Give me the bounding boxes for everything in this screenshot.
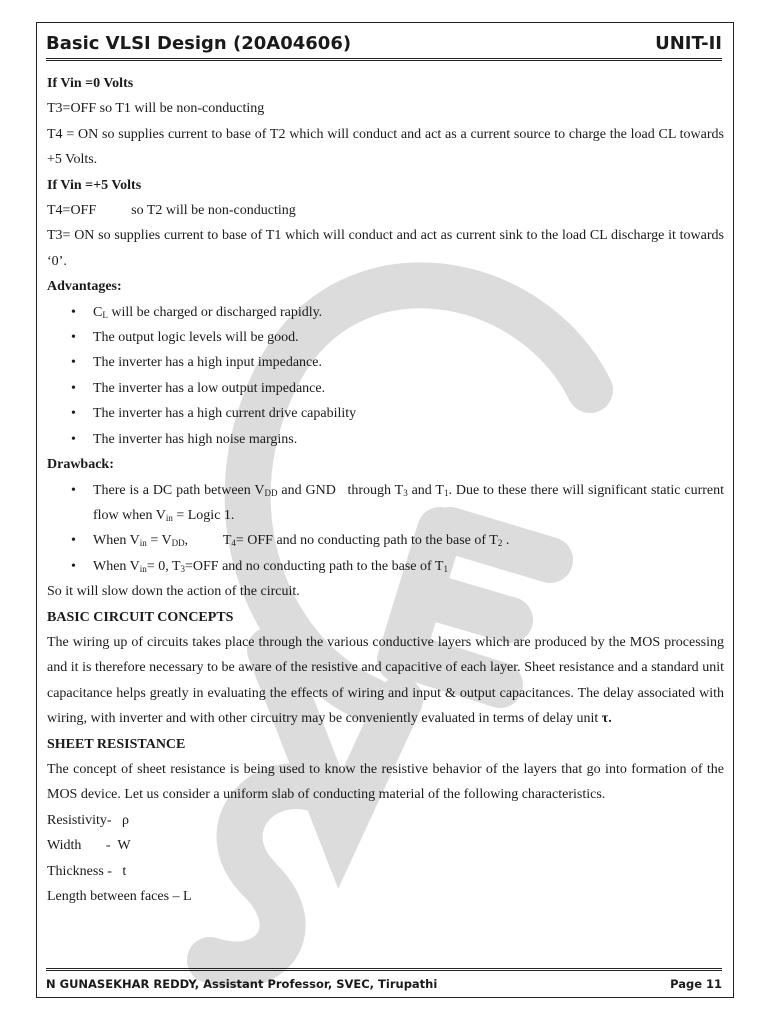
vin0-line-2: T4 = ON so supplies current to base of T2 which will conduct and act as a current source to charge the load CL towards +5 Volts. [47,126,724,168]
advantage-item: • The inverter has high noise margins. [93,427,724,452]
advantage-text: will be charged or discharged rapidly. [107,304,323,320]
drawback-item [93,554,724,579]
drawback-text: , T [184,533,232,549]
drawback-text: and GND through T [277,482,404,498]
drawback-item [93,478,724,529]
basic-circuit-concepts-heading: BASIC CIRCUIT CONCEPTS [47,609,234,625]
unit-label: UNIT-II [655,33,722,54]
page-content [47,71,724,909]
advantage-item: • The inverter has a high current drive capability [93,401,724,426]
subscript: 3 [180,563,186,574]
subscript: 1 [443,563,448,574]
tau-symbol: τ. [601,711,612,727]
conclusion-text: So it will slow down the action of the circuit. [47,584,300,600]
property-thickness: Thickness - t [47,863,127,879]
drawback-text: =OFF and no conducting path to the base of T [185,558,444,574]
page-header [46,27,722,61]
drawback-text: When V [93,533,140,549]
course-title: Basic VLSI Design (20A04606) [46,33,352,54]
advantages-list [47,300,724,452]
property-width: Width - W [47,838,131,854]
advantage-item: • The inverter has a high input impedance. [93,350,724,375]
property-resistivity: Resistivity- ρ [47,812,130,828]
drawback-text: = Logic 1. [172,507,235,523]
advantage-item: • The output logic levels will be good. [93,325,724,350]
drawback-text: and T [407,482,444,498]
drawback-text: = V [146,533,172,549]
subscript: DD [264,487,278,498]
drawback-list [47,478,724,580]
drawback-text: When V [93,558,140,574]
subscript: L [102,309,108,320]
advantage-item: • The inverter has a low output impedance. [93,376,724,401]
vin0-heading: If Vin =0 Volts [47,76,134,91]
subscript: in [139,538,147,549]
sheet-resistance-text: The concept of sheet resistance is being used to know the resistive behavior of the layers that go into formation of the MOS device. Let us consider a uniform slab of conducting material of the following characteristics. [47,761,724,803]
drawback-heading: Drawback: [47,457,114,473]
vin5-heading: If Vin =+5 Volts [47,177,142,193]
drawback-text: There is a DC path between V [93,482,265,498]
paragraph-text: The wiring up of circuits takes place through the various conductive layers which are produced by the MOS processing and it is therefore necessary to be aware of the resistive and capacitive of each layer. Sheet resistance and a standard unit capacitance helps greatly in evaluating the effects of wiring and input & output capacitances. The delay associated with wiring, with inverter and with other circuitry may be conveniently evaluated in terms of delay unit [47,634,724,727]
basic-circuit-concepts-text [47,630,724,732]
subscript: DD [171,538,185,549]
page-footer [46,968,722,997]
drawback-item [93,528,724,553]
drawback-text: = OFF and no conducting path to the base of T [235,533,498,549]
drawback-text: . [502,533,510,549]
subscript: 3 [403,487,408,498]
subscript: 4 [231,538,236,549]
subscript: in [165,512,173,523]
advantages-heading: Advantages: [47,279,122,295]
vin0-line-1: T3=OFF so T1 will be non-conducting [47,101,265,117]
sheet-resistance-heading: SHEET RESISTANCE [47,736,186,752]
vin5-line-2: T3= ON so supplies current to base of T1 which will conduct and act as current sink to the load CL discharge it towards ‘0’. [47,228,724,269]
advantage-text: C [93,304,103,320]
vin5-line-1: T4=OFF so T2 will be non-conducting [47,203,296,219]
property-length: Length between faces – L [47,889,192,904]
subscript: 1 [443,487,449,498]
drawback-text: = 0, T [146,558,181,574]
advantage-item [93,300,724,325]
author-line: N GUNASEKHAR REDDY, Assistant Professor, SVEC, Tirupathi [46,977,438,991]
subscript: 2 [497,538,503,549]
page-number: Page 11 [670,977,722,991]
drawback-text: . Due to these there will significant static current flow when V [93,482,725,523]
subscript: in [139,563,147,574]
